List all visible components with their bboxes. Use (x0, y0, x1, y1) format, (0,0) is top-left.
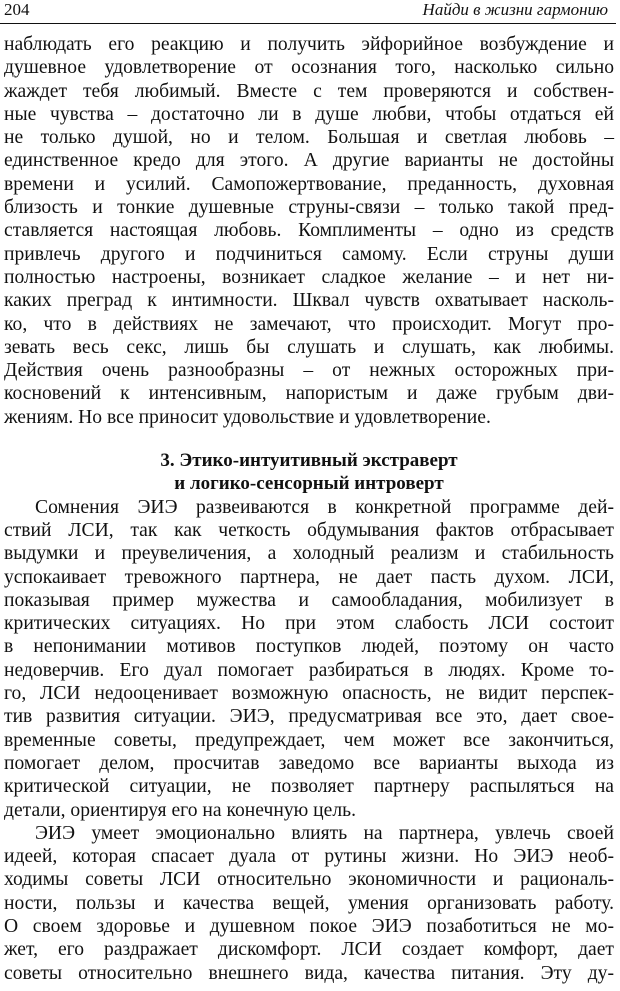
text-line: ставляется настоящая любовь. Комплименты – одно из средств (4, 220, 614, 242)
text-line: тив развития ситуации. ЭИЭ, предусматривая все это, дает свое- (4, 706, 614, 728)
paragraph-3 (4, 822, 614, 985)
text-line: ствий ЛСИ, так как четкость обдумывания фактов отбрасывает (4, 519, 614, 541)
text-line: полностью настроены, возникает сладкое желание – и нет ни- (4, 266, 614, 288)
text-line: жаждет тебя любимый. Вместе с тем проверяются и собствен- (4, 80, 614, 102)
text-line: привлечь другого и подчиниться самому. Если струны души (4, 243, 614, 265)
text-line: ЭИЭ умеет эмоционально влиять на партнера, увлечь своей (35, 822, 614, 844)
text-line: наблюдать его реакцию и получить эйфорийное возбуждение и (4, 34, 614, 55)
section-heading (4, 449, 614, 496)
text-line: выдумки и преувеличения, а холодный реализм и стабильность (4, 543, 614, 565)
text-line: О своем здоровье и душевном покое ЭИЭ позаботиться не мо- (4, 915, 614, 937)
running-title: Найди в жизни гармонию (422, 0, 608, 19)
text-line: Сомнения ЭИЭ развеиваются в конкретной программе дей- (35, 496, 614, 518)
page-body (4, 33, 614, 985)
text-line: косновений к интенсивным, напористым и даже грубым дви- (4, 383, 614, 405)
section-heading-line-2: и логико-сенсорный интроверт (174, 473, 444, 495)
text-line: душевное удовлетворение от осознания того, насколько сильно (4, 57, 614, 79)
text-line: детали, ориентируя его на конечную цель. (4, 799, 356, 821)
text-line: ности, пользы и качества вещей, умения организовать работу. (4, 892, 614, 914)
text-line: показывая пример мужества и самообладания, мобилизует в (4, 589, 614, 611)
text-line: ко, что в действиях не замечают, что происходит. Могут про- (4, 313, 614, 335)
text-line: жениям. Но все приносит удовольствие и удовлетворение. (4, 406, 491, 428)
paragraph-1 (4, 33, 614, 429)
text-line: близость и тонкие душевные струны-связи – только такой пред- (4, 197, 614, 219)
page-header (4, 0, 614, 20)
header-rule (0, 23, 616, 24)
text-line: в непонимании мотивов поступков людей, поэтому он часто (4, 636, 614, 658)
text-line: не только душой, но и телом. Большая и светлая любовь – (4, 127, 614, 149)
text-line: Действия очень разнообразны – от нежных осторожных при- (4, 360, 614, 382)
paragraph-2 (4, 496, 614, 822)
text-line: зевать весь секс, лишь бы слушать и слушать, как любимы. (4, 336, 614, 358)
section-heading-line-1: 3. Этико-интуитивный экстраверт (160, 450, 458, 472)
text-line: ходимы советы ЛСИ относительно экономичности и рациональ- (4, 869, 614, 891)
page-number: 204 (4, 0, 30, 19)
text-line: единственное кредо для этого. А другие варианты не достойны (4, 150, 614, 172)
text-line: недоверчив. Его дуал помогает разбираться в людях. Кроме то- (4, 659, 614, 681)
text-line: времени и усилий. Самопожертвование, преданность, духовная (4, 173, 614, 195)
section-spacer (4, 429, 614, 449)
text-line: жет, его раздражает дискомфорт. ЛСИ создает комфорт, дает (4, 939, 614, 961)
text-line: идеей, которая спасает дуала от рутины жизни. Но ЭИЭ необ- (4, 846, 614, 868)
text-line: критической ситуации, не позволяет партнеру распыляться на (4, 776, 614, 798)
text-line: критических ситуациях. Но при этом слабость ЛСИ состоит (4, 613, 614, 635)
text-line: каких преград к интимности. Шквал чувств охватывает насколь- (4, 290, 614, 312)
text-line: успокаивает тревожного партнера, не дает пасть духом. ЛСИ, (4, 566, 614, 588)
text-line: советы относительно внешнего вида, качества питания. Эту ду- (4, 962, 614, 984)
text-line: го, ЛСИ недооценивает возможную опасность, не видит перспек- (4, 683, 614, 705)
text-line: временные советы, предупреждает, чем может все закончиться, (4, 729, 614, 751)
text-line: помогает делом, просчитав заведомо все варианты выхода из (4, 752, 614, 774)
text-line: ные чувства – достаточно ли в душе любви, чтобы отдаться ей (4, 103, 614, 125)
